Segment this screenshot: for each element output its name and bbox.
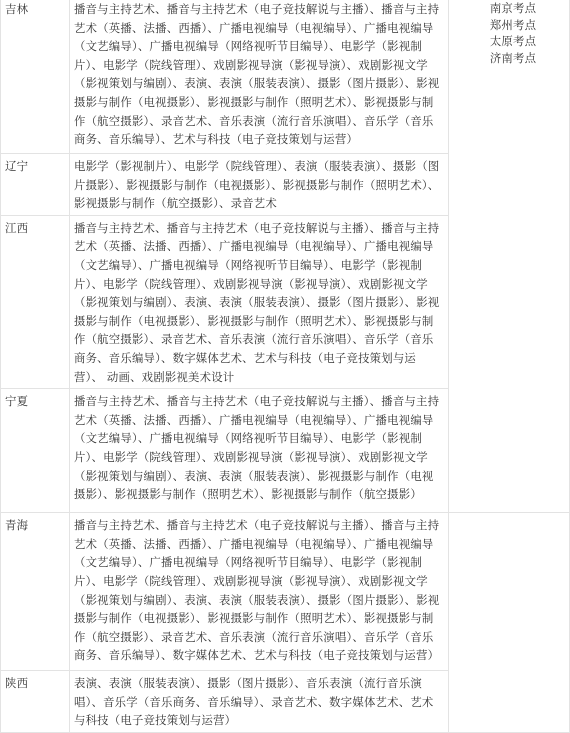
- majors-cell: 播音与主持艺术、播音与主持艺术（电子竞技解说与主播）、播音与主持艺术（英播、法播、西播）、广播电视编导（电视编导）、广播电视编导（文艺编导）、广播电视编导（网络视听节目编导）、电影学（影视制片）、电影学（院线管理）、戏剧影视导演（影视导演）、戏剧影视文学（影视策划与编剧）、表演、表演（服装表演）、摄影（图片摄影）、影视摄影与制作（电视摄影）、影视摄影与制作（照明艺术）、影视摄影与制作（航空摄影）、录音艺术、音乐表演（流行音乐演唱）、音乐学（音乐商务、音乐编导）、数字媒体艺术、艺术与科技（电子竞技策划与运营）、 动画、戏剧影视美术设计: [70, 215, 449, 388]
- table-row: [1, 0, 570, 154]
- province-cell: 江西: [1, 215, 70, 388]
- exam-site: 济南考点: [489, 50, 537, 65]
- province-cell: 辽宁: [1, 154, 70, 216]
- majors-cell: 表演、表演（服装表演）、摄影（图片摄影）、音乐表演（流行音乐演唱）、音乐学（音乐商务、音乐编导）、录音艺术、数字媒体艺术、艺术与科技（电子竞技策划与运营）: [70, 671, 449, 733]
- exam-site: 南京考点: [489, 1, 537, 15]
- majors-cell: 播音与主持艺术、播音与主持艺术（电子竞技解说与主播）、播音与主持艺术（英播、法播、西播）、广播电视编导（电视编导）、广播电视编导（文艺编导）、广播电视编导（网络视听节目编导）、电影学（影视制片）、电影学（院线管理）、戏剧影视导演（影视导演）、戏剧影视文学（影视策划与编剧）、表演、表演（服装表演）、摄影（图片摄影）、影视摄影与制作（电视摄影）、影视摄影与制作（照明艺术）、影视摄影与制作（航空摄影）、录音艺术、音乐表演（流行音乐演唱）、音乐学（音乐商务、音乐编导）、数字媒体艺术、艺术与科技（电子竞技策划与运营）: [70, 513, 449, 671]
- table-row: [1, 513, 570, 671]
- majors-cell: 播音与主持艺术、播音与主持艺术（电子竞技解说与主播）、播音与主持艺术（英播、法播、西播）、广播电视编导（电视编导）、广播电视编导（文艺编导）、广播电视编导（网络视听节目编导）、电影学（影视制片）、电影学（院线管理）、戏剧影视导演（影视导演）、戏剧影视文学（影视策划与编剧）、表演、表演（服装表演）、影视摄影与制作（电视摄影）、影视摄影与制作（照明艺术）、影视摄影与制作（航空摄影）: [70, 389, 449, 513]
- province-cell: 青海: [1, 513, 70, 671]
- majors-cell: 播音与主持艺术、播音与主持艺术（电子竞技解说与主播）、播音与主持艺术（英播、法播、西播）、广播电视编导（电视编导）、广播电视编导（文艺编导）、广播电视编导（网络视听节目编导）、电影学（影视制片）、电影学（院线管理）、戏剧影视导演（影视导演）、戏剧影视文学（影视策划与编剧）、表演、表演（服装表演）、摄影（图片摄影）、影视摄影与制作（电视摄影）、影视摄影与制作（照明艺术）、影视摄影与制作（航空摄影）、录音艺术、音乐表演（流行音乐演唱）、音乐学（音乐商务、音乐编导）、艺术与科技（电子竞技策划与运营）: [70, 0, 449, 154]
- exam-site: 郑州考点: [489, 17, 537, 32]
- province-cell: 宁夏: [1, 389, 70, 513]
- province-cell: 陕西: [1, 671, 70, 733]
- exam-sites-list: [453, 0, 565, 66]
- majors-cell: 电影学（影视制片）、电影学（院线管理）、表演（服装表演）、摄影（图片摄影）、影视摄影与制作（电视摄影）、影视摄影与制作（照明艺术）、影视摄影与制作（航空摄影）、录音艺术: [70, 154, 449, 216]
- exam-site: 太原考点: [489, 34, 537, 48]
- province-cell: 吉林: [1, 0, 70, 154]
- exam-sites-cell: [449, 0, 570, 513]
- exam-sites-cell-empty: [449, 513, 570, 733]
